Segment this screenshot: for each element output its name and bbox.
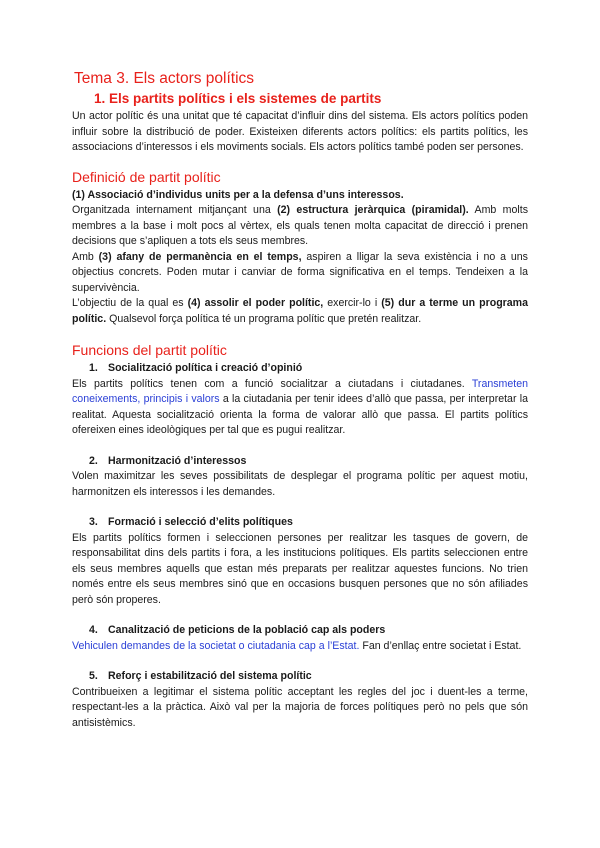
funcio-text-4: Vehiculen demandes de la societat o ciutadania cap a l’Estat. Fan d’enllaç entre societat i Estat. bbox=[72, 639, 522, 652]
funcio-text-1: Els partits polítics tenen com a funció socialitzar a ciutadans i ciutadanes. Transmeten coneixements, principis i valors a la ciutadania per tenir idees d’allò que passa, per interpretar la realitat. Aquesta socialització orienta la forma de valorar allò que passa. El partits polítics ofereixen eines ideològiques per tal que es pugui realitzar. bbox=[72, 377, 528, 436]
section-heading-partits: 1. Els partits polítics i els sistemes de partits bbox=[94, 91, 382, 106]
definicio-point-3: Amb (3) afany de permanència en el temps, aspiren a lligar la seva existència i no a uns objectius concrets. Poden mutar i canviar de forma significativa en el temps. Tendeixen a la supervivència. bbox=[72, 250, 528, 294]
funcio-heading-4: 4. Canalització de peticions de la població cap als poders bbox=[89, 624, 386, 636]
definicio-heading: Definició de partit polític bbox=[72, 168, 221, 185]
funcio-heading-3: 3. Formació i selecció d’elits polítiques bbox=[89, 516, 293, 528]
funcions-heading: Funcions del partit polític bbox=[72, 342, 227, 358]
definicio-point-2: Organitzada internament mitjançant una (2) estructura jeràrquica (piramidal). Amb molts membres a la base i molt pocs al vèrtex, els quals tenen molta capacitat de direcció i prenen decisions que s’apliquen a tots els seus membres. bbox=[72, 204, 528, 247]
definicio-point-4: L’objectiu de la qual es (4) assolir el poder polític, exercir-lo i (5) dur a terme un programa polític. Qualsevol força política té un programa polític que pretén realitzar. bbox=[72, 297, 528, 325]
funcio-heading-2: 2. Harmonització d’interessos bbox=[89, 454, 247, 467]
funcio-text-2: Volen maximitzar les seves possibilitats de desplegar el programa polític per aquest motiu, harmonitzen els interessos i les demandes. bbox=[72, 470, 528, 498]
definicio-point-1: (1) Associació d’individus units per a la defensa d’uns interessos. bbox=[72, 188, 404, 201]
document-page bbox=[72, 70, 528, 731]
funcio-heading-1: 1. Socialització política i creació d’opinió bbox=[89, 362, 303, 374]
funcio-heading-5: 5. Reforç i estabilització del sistema polític bbox=[89, 670, 312, 682]
document-title: Tema 3. Els actors polítics bbox=[74, 70, 255, 87]
intro-paragraph: Un actor polític és una unitat que té capacitat d’influir dins del sistema. Els actors polítics poden influir sobre la distribució de poder. Existeixen diferents actors polítics: els partits polítics, les associacions d’interessos i els moviments socials. Els actors polítics també poden ser persones. bbox=[72, 110, 528, 153]
funcio-text-5: Contribueixen a legitimar el sistema polític acceptant les regles del joc i duent-les a terme, respectant-les a la pràctica. Això val per la majoria de forces polítiques però no pels que són antisistèmics. bbox=[72, 685, 528, 729]
funcio-text-3: Els partits polítics formen i seleccionen persones per realitzar les tasques de govern, de responsabilitat dins dels partits i fora, a les institucions polítiques. Els partits seleccionen entre els seus membres aquells que estan més preparats per realitzar aquestes funcions. No trien només entre els seus membres sinó que en occasions busquen persones que no són afiliades però són properes. bbox=[72, 531, 528, 606]
